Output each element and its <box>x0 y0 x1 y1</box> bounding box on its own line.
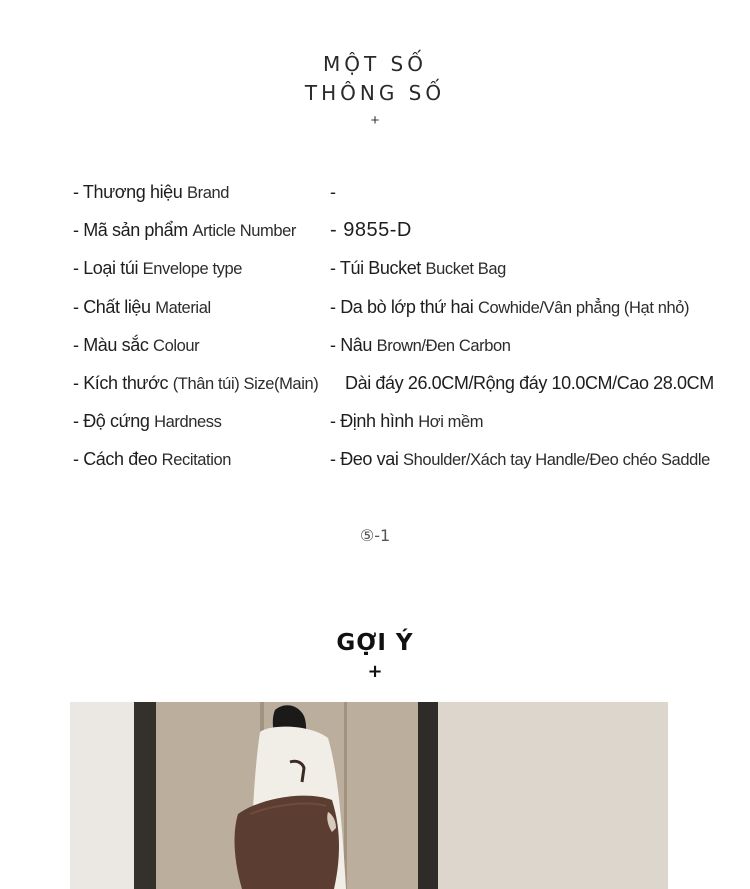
spec-value-en: Brown/Đen Carbon <box>376 336 511 355</box>
spec-value <box>330 409 483 434</box>
product-photo <box>70 702 668 889</box>
spec-row-carry-style <box>73 441 750 479</box>
spec-value-vi: - Da bò lớp thứ hai <box>330 296 474 317</box>
spec-table <box>73 174 750 480</box>
suggest-plus-icon: + <box>367 661 383 682</box>
spec-label <box>73 256 242 281</box>
spec-section-header <box>0 50 750 132</box>
spec-label-vi: - Loại túi <box>73 258 139 279</box>
spec-value <box>330 218 412 242</box>
spec-value-en: Hơi mềm <box>418 413 484 432</box>
spec-label <box>73 409 222 434</box>
spec-value <box>330 180 336 204</box>
product-photo-illustration <box>70 702 668 889</box>
spec-label-en: Material <box>155 298 211 317</box>
spec-row-bag-type <box>73 250 750 288</box>
spec-label <box>73 333 199 358</box>
spec-label <box>73 180 229 205</box>
spec-label <box>73 295 211 320</box>
spec-value <box>345 371 714 395</box>
spec-value <box>330 256 506 281</box>
spec-label-vi: - Chất liệu <box>73 296 151 317</box>
spec-row-colour <box>73 327 750 365</box>
spec-value-en: Cowhide/Vân phẳng (Hạt nhỏ) <box>477 298 690 317</box>
spec-label <box>73 218 296 243</box>
spec-label-vi: - Độ cứng <box>73 411 150 432</box>
spec-value-vi: - 9855-D <box>330 219 412 242</box>
panel-seam <box>344 702 347 889</box>
spec-title-line-1: MỘT SỐ <box>322 52 427 76</box>
spec-row-size <box>73 365 750 403</box>
page-indicator: ⑤-1 <box>359 526 391 545</box>
left-door-frame <box>134 702 156 889</box>
spec-value-vi: - <box>330 182 336 202</box>
spec-title-line-2: THÔNG SỐ <box>304 81 446 105</box>
spec-label-vi: - Cách đeo <box>73 449 158 470</box>
spec-plus-icon: + <box>370 112 380 129</box>
right-wall <box>438 702 668 889</box>
spec-value-vi: Dài đáy 26.0CM/Rộng đáy 10.0CM/Cao 28.0CM <box>345 372 714 393</box>
suggest-section-header <box>0 627 750 685</box>
spec-label <box>73 371 318 396</box>
spec-value <box>330 447 710 472</box>
spec-label-en: Hardness <box>154 413 222 432</box>
spec-value-en: Shoulder/Xách tay Handle/Đeo chéo Saddle <box>403 451 710 470</box>
spec-label-vi: - Kích thước <box>73 372 169 393</box>
spec-value <box>330 333 511 358</box>
spec-value <box>330 295 689 320</box>
spec-row-material <box>73 289 750 327</box>
spec-label-en: (Thân túi) Size(Main) <box>172 374 319 393</box>
left-wall <box>70 702 134 889</box>
spec-label <box>73 447 231 472</box>
spec-value-vi: - Túi Bucket <box>330 258 421 279</box>
spec-label-vi: - Màu sắc <box>73 334 149 355</box>
right-door-frame <box>418 702 438 889</box>
spec-label-vi: - Mã sản phẩm <box>73 220 188 241</box>
spec-value-vi: - Đeo vai <box>330 449 399 470</box>
spec-value-vi: - Nâu <box>330 334 373 355</box>
spec-value-en: Bucket Bag <box>425 260 506 279</box>
spec-value-vi: - Định hình <box>330 411 414 432</box>
spec-label-en: Brand <box>187 184 230 202</box>
spec-label-en: Recitation <box>161 451 232 470</box>
spec-row-article-number <box>73 212 750 250</box>
spec-row-brand <box>73 174 750 212</box>
spec-label-vi: - Thương hiệu <box>73 182 183 202</box>
spec-label-en: Article Number <box>192 222 296 241</box>
spec-label-en: Envelope type <box>142 260 243 279</box>
bucket-bag <box>235 796 339 889</box>
spec-row-hardness <box>73 403 750 441</box>
suggest-title: GỢI Ý <box>336 630 414 656</box>
spec-label-en: Colour <box>153 336 200 355</box>
